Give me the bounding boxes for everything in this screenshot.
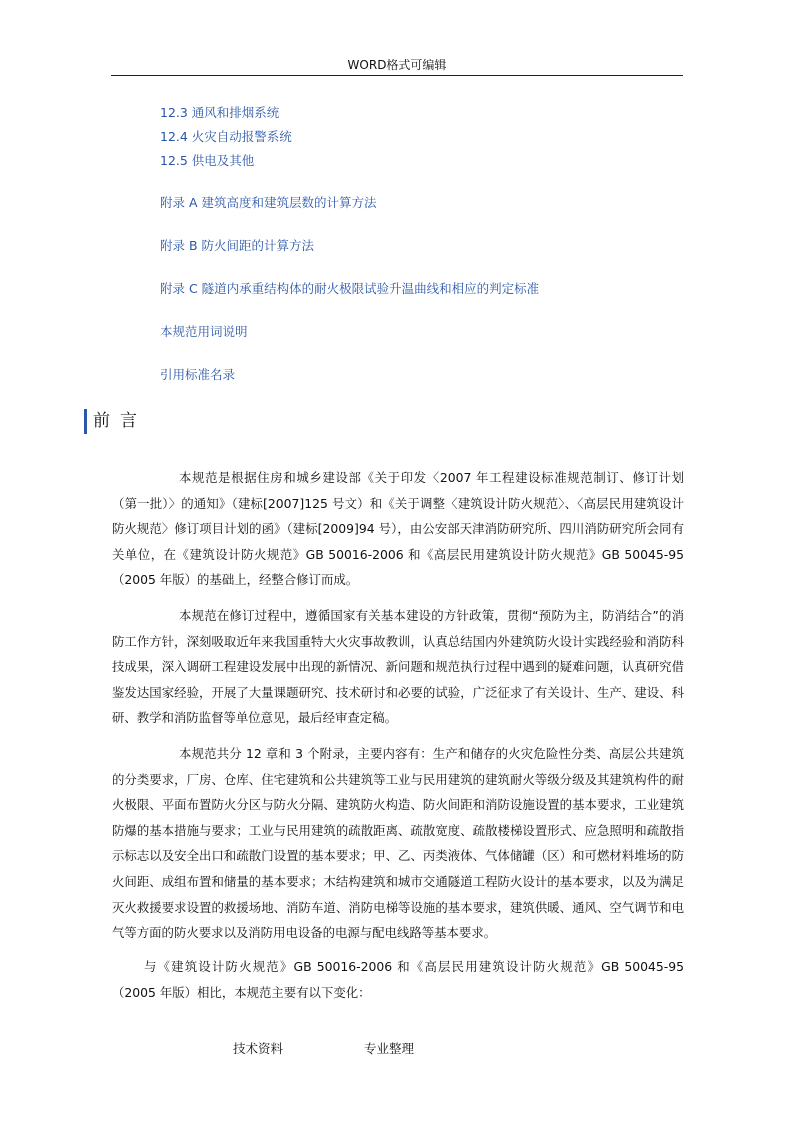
toc-item[interactable]: 12.5 供电及其他 [160,153,255,168]
footer-right-text: 专业整理 [364,1041,415,1056]
toc-item[interactable]: 12.3 通风和排烟系统 [160,105,280,120]
toc-item[interactable]: 附录 A 建筑高度和建筑层数的计算方法 [160,195,377,210]
section-heading: 前言 [84,409,147,434]
toc-item[interactable]: 引用标准名录 [160,367,236,382]
toc-item[interactable]: 12.4 火灾自动报警系统 [160,129,292,144]
page-header: WORD格式可编辑 [111,56,683,76]
toc-item[interactable]: 本规范用词说明 [160,324,248,339]
toc-item[interactable]: 附录 C 隧道内承重结构体的耐火极限试验升温曲线和相应的判定标准 [160,281,540,296]
paragraph-4: 与《建筑设计防火规范》GB 50016-2006 和《高层民用建筑设计防火规范》GB 50045-95（2005 年版）相比，本规范主要有以下变化： [112,959,684,1000]
paragraph-2: 本规范在修订过程中，遵循国家有关基本建设的方针政策，贯彻“预防为主，防消结合”的消防工作方针，深刻吸取近年来我国重特大火灾事故教训，认真总结国内外建筑防火设计实践经验和消防科技成果，深入调研工程建设发展中出现的新情况、新问题和规范执行过程中遇到的疑难问题，认真研究借鉴发达国家经验，开展了大量课题研究、技术研讨和必要的试验，广泛征求了有关设计、生产、建设、科研、教学和消防监督等单位意见，最后经审查定稿。 [112,608,684,726]
toc-item[interactable]: 附录 B 防火间距的计算方法 [160,238,315,253]
paragraph-3: 本规范共分 12 章和 3 个附录，主要内容有：生产和储存的火灾危险性分类、高层公共建筑的分类要求，厂房、仓库、住宅建筑和公共建筑等工业与民用建筑的建筑耐火等级分级及其建筑构件的耐火极限、平面布置防火分区与防火分隔、建筑防火构造、防火间距和消防设施设置的基本要求，工业建筑防爆的基本措施与要求；工业与民用建筑的疏散距离、疏散宽度、疏散楼梯设置形式、应急照明和疏散指示标志以及安全出口和疏散门设置的基本要求；甲、乙、丙类液体、气体储罐（区）和可燃材料堆场的防火间距、成组布置和储量的基本要求；木结构建筑和城市交通隧道工程防火设计的基本要求，以及为满足灭火救援要求设置的救援场地、消防车道、消防电梯等设施的基本要求，建筑供暖、通风、空气调节和电气等方面的防火要求以及消防用电设备的电源与配电线路等基本要求。 [112,746,684,941]
footer-left-text: 技术资料 [233,1041,284,1056]
paragraph-1: 本规范是根据住房和城乡建设部《关于印发〈2007 年工程建设标准规范制订、修订计划（第一批）〉的通知》（建标[2007]125 号文）和《关于调整〈建筑设计防火规范〉、〈高层民用建筑设计防火规范〉修订项目计划的函》（建标[2009]94 号），由公安部天津消防研究所、四川消防研究所会同有关单位，在《建筑设计防火规范》GB 50016-2006 和《高层民用建筑设计防火规范》GB 50045-95（2005 年版）的基础上，经整合修订而成。 [112,470,684,588]
